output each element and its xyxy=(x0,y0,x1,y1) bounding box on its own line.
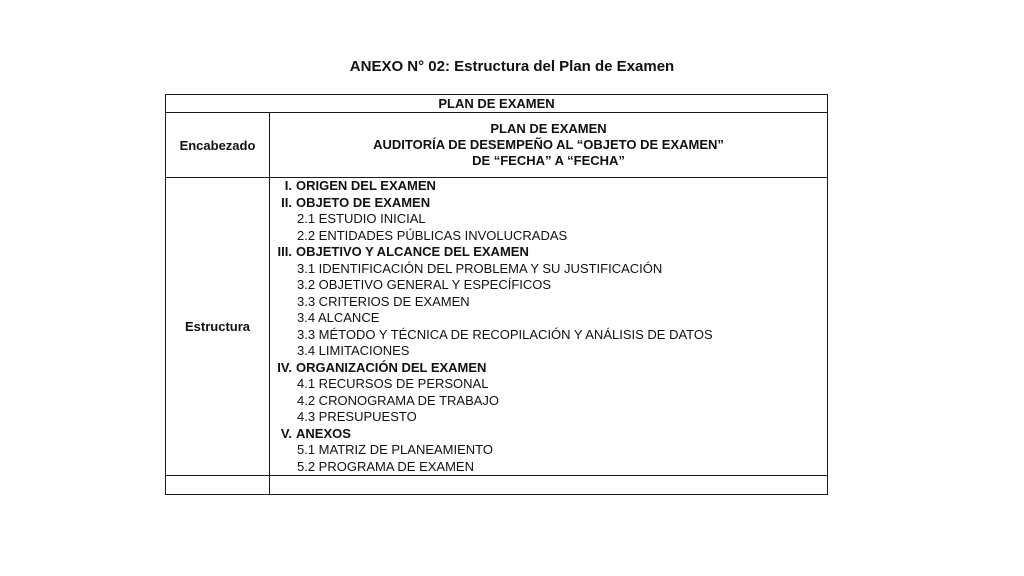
section-item: 4.2 CRONOGRAMA DE TRABAJO xyxy=(297,392,500,408)
document-title: ANEXO N° 02: Estructura del Plan de Examen xyxy=(349,58,675,75)
section-title: OBJETO DE EXAMEN xyxy=(296,194,431,210)
section-title: ORGANIZACIÓN DEL EXAMEN xyxy=(296,359,487,375)
table-header: PLAN DE EXAMEN xyxy=(166,95,828,113)
section-number: III. xyxy=(277,244,292,259)
section-item: 3.4 LIMITACIONES xyxy=(297,343,410,358)
blank-cell xyxy=(270,476,828,495)
section-item: 4.1 RECURSOS DE PERSONAL xyxy=(297,376,489,391)
section-title: OBJETIVO Y ALCANCE DEL EXAMEN xyxy=(296,244,529,259)
section-title: ORIGEN DEL EXAMEN xyxy=(296,178,436,193)
encabezado-line: DE “FECHA” A “FECHA” xyxy=(472,153,625,168)
encabezado-line: AUDITORÍA DE DESEMPEÑO AL “OBJETO DE EXAMEN” xyxy=(373,137,724,152)
encabezado-line: PLAN DE EXAMEN xyxy=(490,121,607,136)
estructura-content xyxy=(270,178,828,476)
blank-cell xyxy=(166,476,270,495)
section-heading xyxy=(270,244,827,261)
estructura-label: Estructura xyxy=(166,178,270,476)
section-heading xyxy=(270,426,827,443)
section-item: 3.3 CRITERIOS DE EXAMEN xyxy=(297,293,470,309)
section-item: 2.2 ENTIDADES PÚBLICAS INVOLUCRADAS xyxy=(297,227,568,243)
table-header-row xyxy=(166,95,828,113)
plan-table xyxy=(165,94,828,495)
section-heading xyxy=(270,360,827,377)
section-number: V. xyxy=(280,425,292,441)
estructura-row xyxy=(166,178,828,476)
section-item: 5.1 MATRIZ DE PLANEAMIENTO xyxy=(297,442,494,457)
section-number: II. xyxy=(281,194,292,210)
section-item: 3.4 ALCANCE xyxy=(297,310,380,325)
section-number: IV. xyxy=(277,359,292,375)
section-item: 2.1 ESTUDIO INICIAL xyxy=(297,211,426,226)
section-item: 5.2 PROGRAMA DE EXAMEN xyxy=(297,458,474,474)
encabezado-row xyxy=(166,113,828,178)
section-heading xyxy=(270,178,827,195)
section-item: 3.1 IDENTIFICACIÓN DEL PROBLEMA Y SU JUSTIFICACIÓN xyxy=(297,260,663,276)
section-item: 3.2 OBJETIVO GENERAL Y ESPECÍFICOS xyxy=(297,277,552,292)
section-item: 4.3 PRESUPUESTO xyxy=(297,409,417,424)
section-number: I. xyxy=(284,178,292,193)
section-item: 3.3 MÉTODO Y TÉCNICA DE RECOPILACIÓN Y ANÁLISIS DE DATOS xyxy=(297,326,713,342)
encabezado-content xyxy=(270,113,828,178)
blank-row xyxy=(166,476,828,495)
section-heading xyxy=(270,195,827,212)
encabezado-label: Encabezado xyxy=(166,113,270,178)
section-title: ANEXOS xyxy=(296,425,351,441)
